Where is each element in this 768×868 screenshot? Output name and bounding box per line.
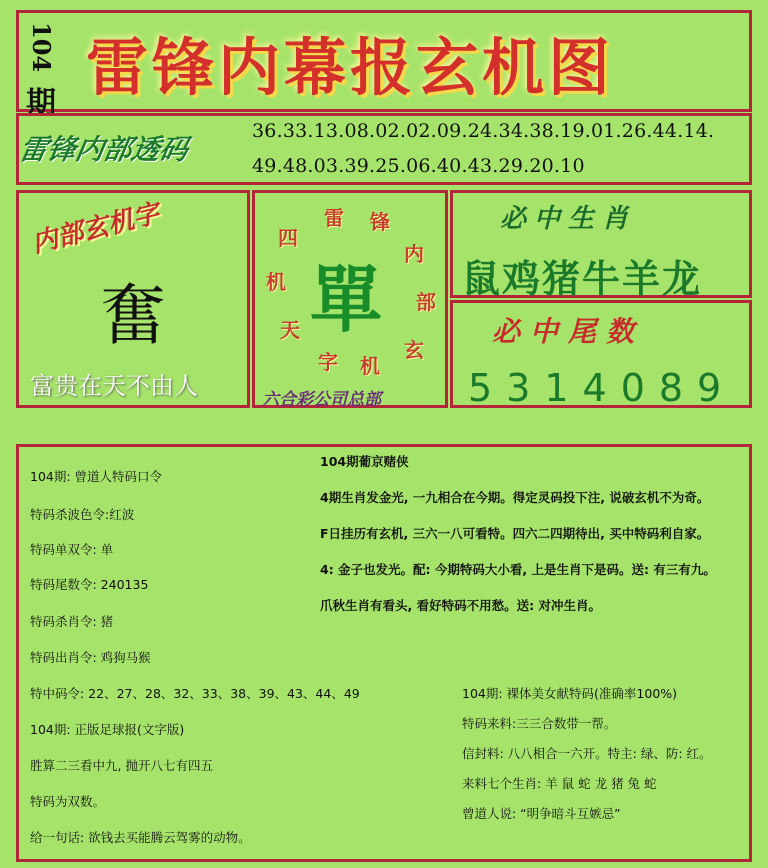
right-top-line: 爪秋生肖有看头, 看好特码不用愁。送: 对冲生肖。: [320, 598, 601, 613]
right-top-line: 4期生肖发金光, 一九相合在今期。得定灵码投下注, 说破玄机不为奇。: [320, 490, 710, 505]
xuanji-character: 奮: [100, 277, 166, 354]
right-top-line: 4: 金子也发光。配: 今期特码大小看, 上是生肖下是码。送: 有三有九。: [320, 562, 716, 577]
left-line: 特码出肖令: 鸡狗马猴: [30, 650, 151, 665]
left-line: 特码单双令: 单: [30, 542, 114, 557]
left-line: 104期: 正版足球报(文字版): [30, 722, 185, 737]
page-title: 雷锋内幕报玄机图: [86, 31, 615, 104]
right-bottom-line: 104期: 裸体美女献特码(准确率100%): [462, 686, 678, 701]
left-line: 特码杀波色令:红波: [30, 507, 135, 522]
zodiac-title: 必中生肖: [500, 204, 637, 234]
ring-char: 机: [266, 270, 286, 294]
right-bottom-line: 信封料: 八八相合一六开。特主: 绿、防: 红。: [462, 746, 712, 761]
right-bottom-line: 特码来料:三三合数带一帮。: [462, 716, 617, 731]
right-bottom-line: 曾道人说: “明争暗斗互嫉忌”: [462, 806, 621, 821]
center-character: 單: [310, 257, 383, 342]
ring-char: 天: [280, 318, 300, 342]
company-label: 六合彩公司总部: [262, 390, 381, 410]
tail-digits: 5314089: [468, 366, 736, 410]
codes-label: 雷锋内部透码: [16, 133, 191, 166]
left-line: 胜算二三看中九, 抛开八七有四五: [30, 758, 213, 773]
left-line: 特中码令: 22、27、28、32、33、38、39、43、44、49: [30, 686, 360, 701]
issue-badge: [22, 12, 62, 121]
right-bottom-line: 来料七个生肖: 羊 鼠 蛇 龙 猪 兔 蛇: [462, 776, 657, 791]
issue-number: 104: [27, 22, 56, 73]
xuanji-title: 内部玄机字: [28, 198, 163, 260]
left-line: 特码尾数令: 240135: [30, 577, 149, 592]
ring-char: 四: [278, 226, 298, 250]
ring-char: 机: [360, 354, 380, 378]
ring-char: 玄: [404, 338, 424, 362]
right-top-line: F日挂历有玄机, 三六一八可看特。四六二四期待出, 买中特码利自家。: [320, 526, 710, 541]
left-line: 104期: 曾道人特码口令: [30, 469, 163, 484]
xuanji-phrase: 富贵在天不由人: [30, 372, 198, 400]
ring-char: 部: [416, 290, 436, 314]
left-line: 给一句话: 欲钱去买能腾云驾雾的动物。: [30, 830, 251, 845]
zodiac-list: 鼠鸡猪牛羊龙: [462, 256, 703, 301]
codes-line-1: 36.33.13.08.02.02.09.24.34.38.19.01.26.44.14.: [252, 120, 715, 142]
ring-char: 雷: [324, 206, 344, 230]
ring-char: 字: [318, 350, 338, 374]
left-line: 特码为双数。: [30, 794, 106, 809]
tail-title: 必中尾数: [492, 315, 645, 348]
issue-suffix: 期: [26, 86, 56, 121]
right-top-line: 104期葡京赌侠: [320, 454, 409, 469]
codes-line-2: 49.48.03.39.25.06.40.43.29.20.10: [252, 155, 585, 177]
left-line: 特码杀肖令: 猪: [30, 614, 114, 629]
ring-char: 内: [404, 242, 424, 266]
ring-char: 锋: [370, 210, 390, 234]
